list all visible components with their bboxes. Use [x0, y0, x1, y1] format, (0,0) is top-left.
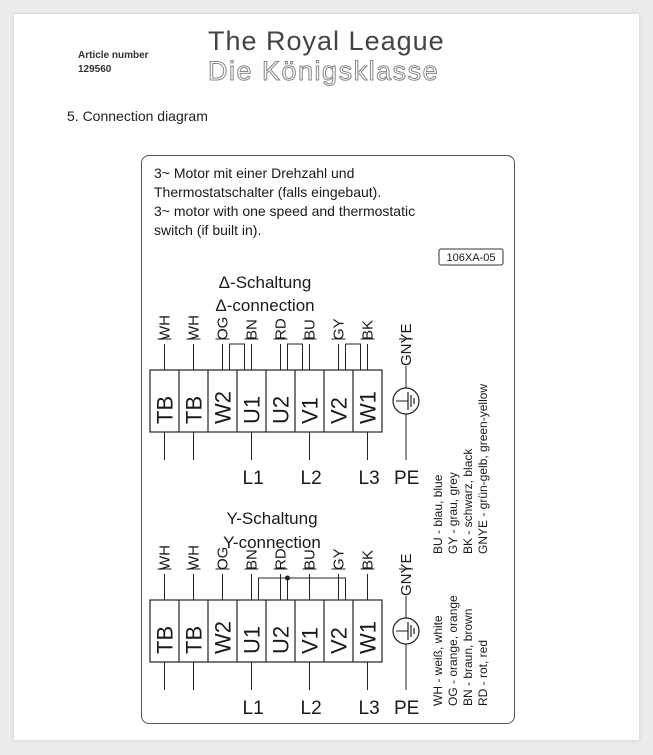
description-line-1: 3~ Motor mit einer Drehzahl und	[154, 165, 355, 181]
star-title-en: Y-connection	[223, 533, 321, 552]
delta-terminal-v1: V1	[297, 397, 323, 424]
diagram-code: 106XA-05	[446, 252, 496, 264]
legend-gy: GY - grau, grey	[446, 472, 460, 554]
description-line-4: switch (if built in).	[154, 222, 262, 238]
star-line-l3: L3	[358, 698, 380, 719]
legend-left	[431, 595, 490, 706]
brand-title-de: Die Königsklasse	[208, 56, 440, 86]
delta-terminal-u2: U2	[268, 395, 294, 424]
delta-ground-label: GNYE	[398, 323, 415, 366]
delta-wire-label: WH	[185, 315, 203, 340]
connection-diagram-panel	[141, 155, 515, 724]
star-terminal-v2: V2	[326, 627, 352, 654]
delta-jumper	[288, 344, 303, 370]
delta-jumper	[230, 344, 245, 370]
legend-gnye: GNYE - grün-gelb, green-yellow	[476, 383, 490, 554]
brand-title-en: The Royal League	[208, 26, 445, 56]
legend-right	[431, 384, 490, 554]
star-wire-label: WH	[156, 545, 174, 570]
delta-line-l2: L2	[300, 468, 322, 489]
star-star-point	[285, 576, 290, 581]
star-wire-label: WH	[185, 545, 203, 570]
legend-rd: RD - rot, red	[476, 639, 490, 706]
star-pe-label: PE	[394, 698, 420, 719]
delta-jumper	[346, 344, 361, 370]
star-line-l2: L2	[300, 698, 322, 719]
star-terminal-w2: W2	[210, 621, 236, 654]
delta-line-l3: L3	[358, 468, 380, 489]
star-terminal-u2: U2	[268, 625, 294, 654]
connection-diagram	[142, 156, 514, 723]
delta-title-en: Δ-connection	[215, 296, 315, 315]
delta-terminal-u1: U1	[239, 395, 265, 424]
star-terminal-tb: TB	[152, 625, 178, 654]
delta-terminal-tb: TB	[181, 395, 207, 424]
section-title: 5. Connection diagram	[67, 108, 208, 124]
delta-line-l1: L1	[242, 468, 264, 489]
star-terminal-block	[150, 545, 419, 719]
description-line-2: Thermostatschalter (falls eingebaut).	[154, 184, 382, 200]
document-page	[14, 14, 639, 740]
article-number-label: Article number	[78, 50, 149, 61]
star-terminal-u1: U1	[239, 625, 265, 654]
star-wire-label: BK	[359, 549, 377, 570]
delta-wire-label: WH	[156, 315, 174, 340]
delta-terminal-block	[150, 315, 419, 489]
legend-bk: BK - schwarz, black	[461, 448, 475, 554]
article-number-value: 129560	[78, 64, 112, 75]
star-wire-label: BU	[301, 549, 319, 570]
star-wire-label: OG	[214, 546, 232, 570]
delta-title-de: Δ-Schaltung	[218, 273, 312, 292]
delta-wire-label: RD	[272, 318, 290, 340]
star-star-bridge	[259, 578, 346, 600]
delta-wire-label: BK	[359, 319, 377, 340]
star-ground-label: GNYE	[398, 553, 415, 596]
star-wire-label: RD	[272, 548, 290, 570]
star-title-de: Y-Schaltung	[226, 509, 318, 528]
star-terminal-v1: V1	[297, 627, 323, 654]
delta-wire-label: OG	[214, 316, 232, 340]
legend-og: OG - orange, orange	[446, 595, 460, 706]
legend-bu: BU - blau, blue	[431, 474, 445, 554]
star-terminal-w1: W1	[355, 621, 381, 654]
star-terminal-tb: TB	[181, 625, 207, 654]
delta-terminal-w1: W1	[355, 391, 381, 424]
delta-terminal-tb: TB	[152, 395, 178, 424]
delta-wire-label: BU	[301, 319, 319, 340]
description-line-3: 3~ motor with one speed and thermostatic	[154, 203, 416, 219]
delta-pe-label: PE	[394, 468, 420, 489]
star-wire-label: GY	[330, 548, 348, 570]
star-line-l1: L1	[242, 698, 264, 719]
star-wire-label: BN	[243, 549, 261, 570]
legend-wh: WH - weiß, white	[431, 615, 445, 706]
delta-wire-label: GY	[330, 318, 348, 340]
delta-terminal-w2: W2	[210, 391, 236, 424]
legend-bn: BN - braun, brown	[461, 608, 475, 706]
delta-wire-label: BN	[243, 319, 261, 340]
delta-terminal-v2: V2	[326, 397, 352, 424]
